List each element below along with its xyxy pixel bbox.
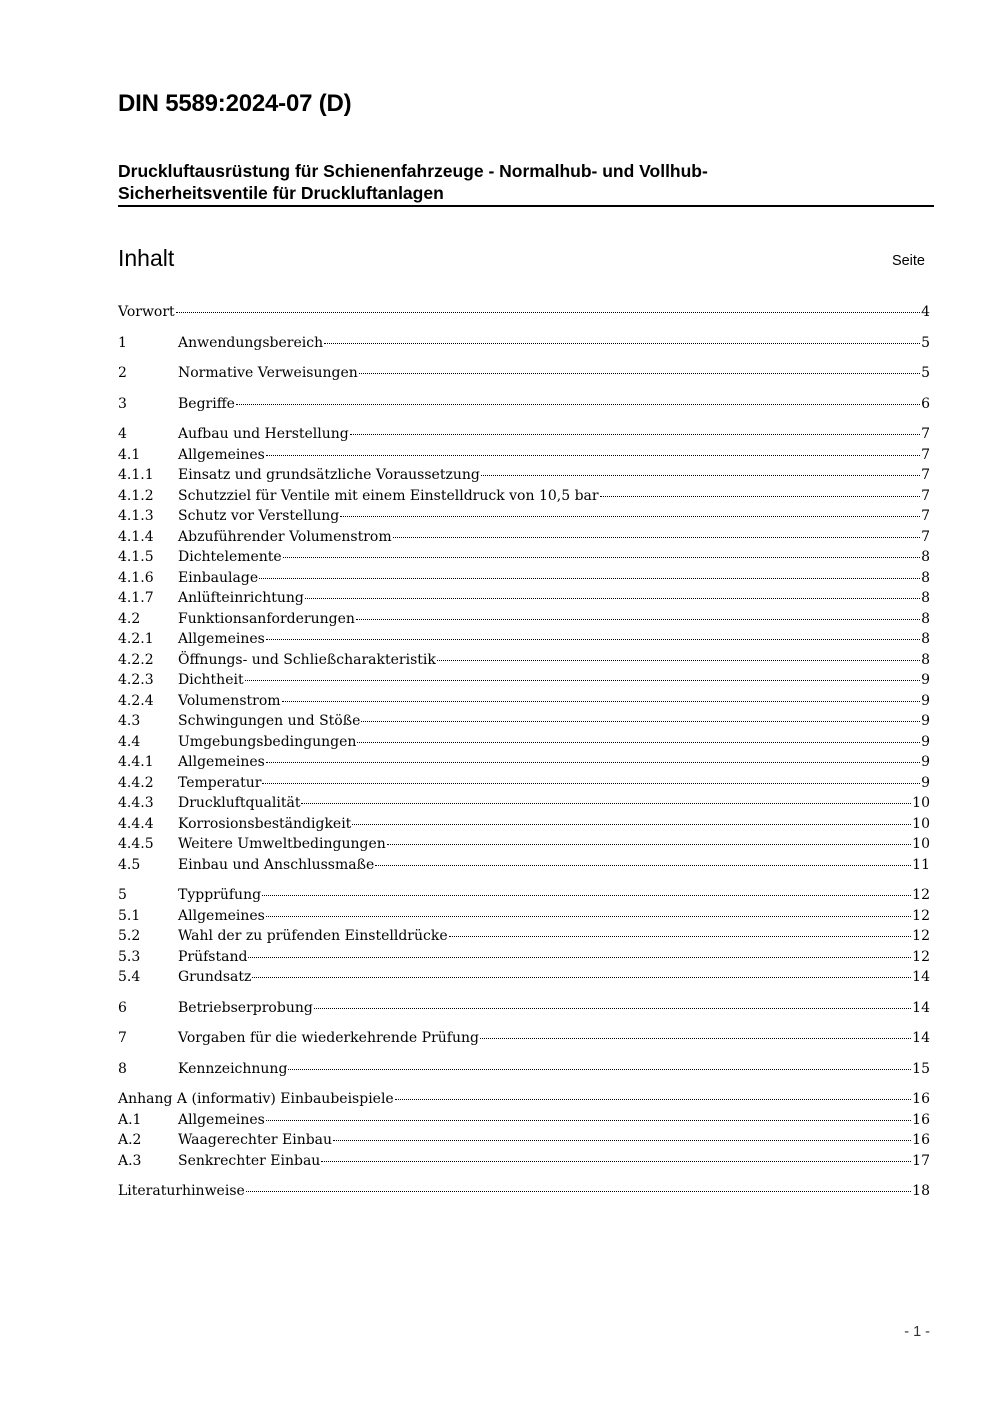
toc-leader-dots [262,782,920,784]
toc-entry-page: 11 [912,856,930,873]
toc-leader-dots [387,843,911,845]
page-number: - 1 - [904,1324,930,1340]
toc-leader-dots [395,1098,911,1100]
toc-entry-page: 9 [921,692,930,709]
toc-entry-page: 8 [921,610,930,627]
toc-entry-title: Begriffe [178,395,235,412]
toc-entry-page: 16 [912,1091,930,1107]
toc-leader-dots [176,311,920,313]
toc-entry-number: 4.1.2 [118,487,154,504]
toc-leader-dots [252,976,911,978]
toc-leader-dots [481,474,920,476]
toc-entry[interactable] [118,926,930,947]
toc-entry-number: 4.2.1 [118,631,154,647]
page-column-label: Seite [891,253,925,269]
toc-entry-title: Korrosionsbeständigkeit [178,815,352,832]
document-subtitle [118,160,934,207]
toc-leader-dots [305,597,920,599]
toc-entry[interactable] [118,947,930,968]
toc-entry-title: Allgemeines [178,754,265,770]
toc-leader-dots [375,864,911,866]
toc-entry-title: Abzuführender Volumenstrom [178,528,392,545]
toc-entry[interactable] [118,527,930,548]
toc-entry-title: Volumenstrom [178,692,281,709]
toc-leader-dots [259,577,920,579]
toc-entry-number: 4.1 [118,446,141,463]
toc-entry-number: 4 [118,426,127,442]
toc-entry-number: 6 [118,999,127,1016]
toc-entry[interactable] [118,506,930,527]
toc-leader-dots [282,700,921,702]
toc-entry[interactable] [118,424,930,445]
toc-entry-title: Funktionsanforderungen [178,610,355,627]
toc-entry-title: Normative Verweisungen [178,365,358,381]
toc-entry-title: Betriebserprobung [178,999,313,1016]
toc-leader-dots [321,1160,911,1162]
toc-entry-page: 7 [921,508,930,524]
toc-entry-page: 16 [912,1111,930,1128]
toc-leader-dots [266,761,920,763]
toc-entry-title: Typprüfung [178,887,262,903]
toc-leader-dots [480,1037,911,1039]
toc-entry[interactable] [118,1059,930,1080]
toc-entry-page: 14 [912,999,930,1016]
toc-entry[interactable] [118,711,930,732]
toc-entry-page: 7 [921,467,930,483]
toc-leader-dots [361,720,920,722]
toc-entry-title: Dichtheit [178,672,244,688]
toc-entry-page: 9 [921,733,930,750]
toc-entry[interactable] [118,1089,930,1110]
toc-entry-number: 8 [118,1060,127,1077]
toc-leader-dots [333,1139,911,1141]
toc-leader-dots [437,659,920,661]
toc-entry-title: Umgebungsbedingungen [178,733,357,750]
toc-leader-dots [352,823,911,825]
toc-entry-title: Prüfstand [178,948,248,965]
toc-entry[interactable] [118,445,930,466]
toc-entry-page: 5 [921,365,930,381]
toc-entry-number: 3 [118,395,127,412]
toc-entry-number: 4.4.2 [118,774,154,791]
toc-entry-page: 9 [921,672,930,688]
toc-entry[interactable] [118,465,930,486]
toc-entry-number: 4.3 [118,713,141,729]
toc-leader-dots [262,894,911,896]
toc-entry-page: 18 [912,1183,930,1199]
toc-entry[interactable] [118,302,930,323]
toc-leader-dots [357,741,920,743]
toc-entry-page: 12 [912,948,930,965]
toc-entry-title: Kennzeichnung [178,1060,288,1077]
toc-entry-number: 4.1.7 [118,590,154,606]
toc-leader-dots [393,536,920,538]
toc-leader-dots [266,1119,911,1121]
toc-entry[interactable] [118,998,930,1019]
toc-entry-title: Anhang A (informativ) Einbaubeispiele [118,1091,394,1107]
toc-entry-title: Anwendungsbereich [178,334,324,351]
toc-entry-title: Schwingungen und Stöße [178,713,361,729]
toc-entry-title: Allgemeines [178,907,265,924]
toc-entry-title: Einsatz und grundsätzliche Voraussetzung [178,467,480,483]
toc-entry-number: 2 [118,365,127,381]
toc-entry-page: 7 [921,487,930,504]
toc-entry-page: 9 [921,774,930,791]
toc-leader-dots [236,403,920,405]
toc-entry-number: 4.2 [118,610,141,627]
toc-entry[interactable] [118,1151,930,1172]
toc-entry[interactable] [118,486,930,507]
toc-entry[interactable] [118,333,930,354]
toc-leader-dots [288,1068,911,1070]
toc-entry-page: 16 [912,1132,930,1148]
toc-entry-title: Vorgaben für die wiederkehrende Prüfung [178,1030,479,1046]
toc-entry-title: Allgemeines [178,1111,265,1128]
toc-entry-page: 15 [912,1060,930,1077]
toc-leader-dots [248,956,911,958]
toc-leader-dots [266,638,920,640]
toc-entry-page: 10 [912,795,930,811]
toc-entry[interactable] [118,773,930,794]
toc-entry-number: 4.1.4 [118,528,154,545]
toc-leader-dots [449,935,912,937]
toc-leader-dots [266,915,911,917]
toc-entry-title: Weitere Umweltbedingungen [178,836,386,852]
toc-entry-title: Allgemeines [178,631,265,647]
table-of-contents [118,302,930,1202]
toc-entry-number: 4.4.5 [118,836,154,852]
toc-entry[interactable] [118,629,930,650]
toc-entry-page: 14 [912,1030,930,1046]
toc-entry-title: Wahl der zu prüfenden Einstelldrücke [178,928,448,944]
toc-entry[interactable] [118,650,930,671]
toc-leader-dots [266,454,920,456]
toc-entry-page: 8 [921,590,930,606]
toc-entry-number: A.3 [118,1152,142,1169]
toc-entry[interactable] [118,363,930,384]
toc-entry-number: 4.2.3 [118,672,154,688]
toc-entry-title: Öffnungs- und Schließcharakteristik [178,651,436,668]
toc-entry-number: A.1 [118,1111,142,1128]
toc-entry-page: 12 [912,887,930,903]
toc-entry-page: 7 [921,528,930,545]
toc-entry-page: 7 [921,446,930,463]
toc-entry[interactable] [118,609,930,630]
toc-entry-title: Temperatur [178,774,262,791]
toc-entry[interactable] [118,793,930,814]
toc-leader-dots [350,433,920,435]
toc-entry-title: Vorwort [118,304,175,320]
toc-entry-number: A.2 [118,1132,142,1148]
toc-entry-page: 17 [912,1152,930,1169]
toc-entry-page: 9 [921,754,930,770]
toc-entry[interactable] [118,1028,930,1049]
toc-entry-title: Aufbau und Herstellung [178,426,349,442]
toc-entry-page: 7 [921,426,930,442]
toc-entry[interactable] [118,967,930,988]
toc-leader-dots [283,556,920,558]
toc-entry-title: Druckluftqualität [178,795,301,811]
toc-entry-number: 4.4.4 [118,815,154,832]
toc-entry-page: 6 [921,395,930,412]
toc-leader-dots [359,372,920,374]
toc-entry-number: 5.3 [118,948,141,965]
toc-entry[interactable] [118,568,930,589]
toc-entry-number: 4.5 [118,856,141,873]
toc-entry-page: 8 [921,549,930,565]
toc-entry[interactable] [118,906,930,927]
toc-entry-title: Senkrechter Einbau [178,1152,321,1169]
toc-entry-number: 4.2.4 [118,692,154,709]
toc-entry[interactable] [118,547,930,568]
toc-entry-page: 8 [921,569,930,586]
toc-entry-page: 12 [912,928,930,944]
toc-entry-number: 7 [118,1030,127,1046]
toc-entry-page: 4 [921,304,930,320]
toc-entry[interactable] [118,834,930,855]
toc-entry-number: 5.4 [118,969,141,985]
toc-entry-page: 14 [912,969,930,985]
toc-entry-title: Einbaulage [178,569,259,586]
toc-entry-number: 4.1.1 [118,467,154,483]
toc-entry-number: 4.4 [118,733,141,750]
toc-leader-dots [600,495,921,497]
toc-entry-page: 10 [912,836,930,852]
toc-entry-number: 4.2.2 [118,651,154,668]
toc-leader-dots [324,342,920,344]
subtitle-line-1: Druckluftausrüstung für Schienenfahrzeuge - Normalhub- und Vollhub- [118,161,708,181]
toc-entry[interactable] [118,1130,930,1151]
toc-entry-page: 5 [921,334,930,351]
toc-entry-page: 8 [921,631,930,647]
subtitle-line-2: Sicherheitsventile für Druckluftanlagen [118,183,444,203]
toc-entry-title: Einbau und Anschlussmaße [178,856,375,873]
toc-leader-dots [356,618,920,620]
toc-leader-dots [301,802,911,804]
toc-heading: Inhalt [118,245,175,271]
toc-entry-number: 1 [118,334,127,351]
toc-entry-title: Anlüfteinrichtung [178,590,304,606]
toc-entry[interactable] [118,670,930,691]
toc-entry-page: 9 [921,713,930,729]
toc-entry-title: Allgemeines [178,446,265,463]
toc-entry[interactable] [118,691,930,712]
toc-entry-number: 4.4.3 [118,795,154,811]
toc-entry[interactable] [118,855,930,876]
toc-entry-number: 4.1.3 [118,508,154,524]
toc-entry-number: 4.4.1 [118,754,154,770]
document-id: DIN 5589:2024-07 (D) [118,90,352,117]
toc-entry-title: Waagerechter Einbau [178,1132,333,1148]
toc-entry[interactable] [118,1181,930,1202]
toc-leader-dots [340,515,920,517]
toc-entry[interactable] [118,752,930,773]
toc-entry-number: 5.2 [118,928,141,944]
toc-leader-dots [245,679,920,681]
toc-entry[interactable] [118,814,930,835]
toc-leader-dots [246,1190,911,1192]
toc-leader-dots [314,1007,911,1009]
toc-entry[interactable] [118,885,930,906]
toc-entry-title: Schutzziel für Ventile mit einem Einstelldruck von 10,5 bar [178,487,599,504]
toc-entry-page: 10 [912,815,930,832]
toc-entry[interactable] [118,394,930,415]
toc-entry-page: 12 [912,907,930,924]
toc-entry-number: 4.1.6 [118,569,154,586]
toc-entry-number: 4.1.5 [118,549,154,565]
toc-entry[interactable] [118,732,930,753]
toc-entry[interactable] [118,1110,930,1131]
toc-entry-page: 8 [921,651,930,668]
toc-entry-title: Dichtelemente [178,549,282,565]
toc-entry[interactable] [118,588,930,609]
toc-entry-number: 5 [118,887,127,903]
toc-entry-title: Literaturhinweise [118,1183,245,1199]
toc-entry-title: Grundsatz [178,969,252,985]
toc-entry-number: 5.1 [118,907,141,924]
toc-entry-title: Schutz vor Verstellung [178,508,340,524]
